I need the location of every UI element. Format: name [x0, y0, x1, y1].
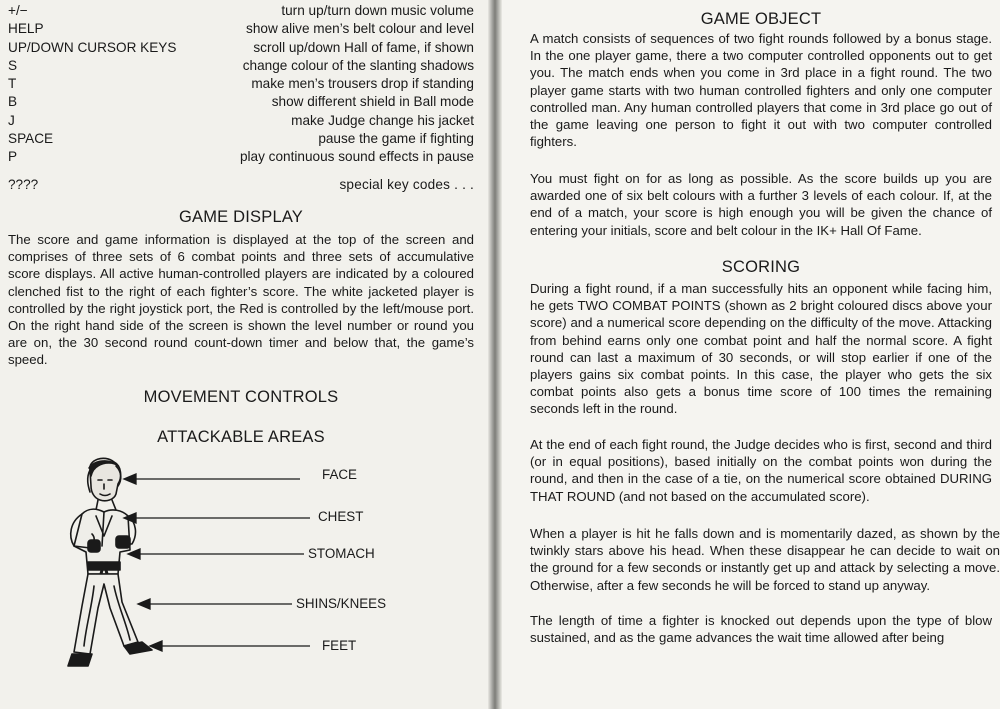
key-description: show alive men’s belt colour and level [246, 21, 474, 37]
area-label-face: FACE [322, 467, 357, 482]
key-description: make men’s trousers drop if standing [251, 76, 474, 92]
scoring-paragraph-4: The length of time a fighter is knocked out depends upon the type of blow sustained, and as the game advances the wait time allowed after being [530, 613, 992, 646]
key-description: play continuous sound effects in pause [239, 149, 474, 165]
game-display-heading: GAME DISPLAY [178, 208, 304, 226]
game-object-paragraph-1: A match consists of sequences of two fight rounds followed by a bonus stage. In the one player game, there a two computer controlled opponents out to get you. The match ends when you come in 3rd place in a fight round. The two player game starts with two human controlled fighters and only one computer controlled man. Any human controlled players that come in 3rd place go out of the game leaving one person to fight it out with two computer controlled fighters. [530, 31, 992, 150]
key-row [8, 39, 474, 57]
special-key-description: special key codes . . . [339, 177, 474, 192]
key-description: turn up/turn down music volume [281, 3, 474, 18]
key-name: HELP [8, 21, 44, 37]
key-name: B [8, 94, 18, 110]
area-label-shins-knees: SHINS/KNEES [296, 596, 387, 611]
scoring-paragraph-1: During a fight round, if a man successfully hits an opponent while facing him, he gets TWO COMBAT POINTS (shown as 2 bright coloured discs above your score) and a numerical score depending on the difficulty of the move. Attacking from behind earns only one combat point and half the normal score. A fight round can last a maximum of 30 seconds, or will stop earlier if one of the players gains six combat points. In this case, the player who gets the six combat points also gets a bonus time score of 100 times the remaining seconds left in the round. [530, 281, 992, 417]
key-description: change colour of the slanting shadows [242, 57, 474, 73]
key-name: S [8, 57, 18, 73]
game-object-paragraph-2: You must fight on for as long as possible. As the score builds up you are awarded one of six belt colours with a further 3 levels of each colour. If, at the end of a match, your score is high enough you will be given the chance of entering your initials, score and belt colour in the IK+ Hall Of Fame. [530, 171, 992, 238]
key-row [8, 2, 474, 20]
key-row [8, 112, 474, 130]
key-row [8, 148, 474, 166]
key-row [8, 57, 474, 75]
attackable-areas-heading: ATTACKABLE AREAS [157, 428, 325, 446]
key-name: T [8, 76, 17, 92]
area-label-stomach: STOMACH [308, 546, 375, 561]
key-name: J [8, 112, 15, 128]
attackable-areas-figure [60, 456, 390, 676]
special-key-name: ???? [8, 177, 39, 192]
key-name: P [8, 149, 18, 165]
key-description: show different shield in Ball mode [271, 94, 474, 110]
scoring-paragraph-2: At the end of each fight round, the Judge decides who is first, second and third (or in equal positions), based initially on the combat points won during the round, and then in the case of a tie, on the numerical score obtained DURING THAT ROUND (and not based on the accumulated score). [530, 437, 992, 504]
key-row [8, 75, 474, 93]
key-name: UP/DOWN CURSOR KEYS [8, 39, 177, 55]
movement-controls-heading: MOVEMENT CONTROLS [143, 388, 339, 406]
key-description: make Judge change his jacket [291, 112, 474, 128]
key-row [8, 93, 474, 111]
book-gutter [488, 0, 502, 709]
key-description: scroll up/down Hall of fame, if shown [253, 39, 474, 55]
key-row [8, 130, 474, 148]
area-label-feet: FEET [322, 638, 357, 653]
area-label-chest: CHEST [318, 509, 364, 524]
game-display-text: The score and game information is displayed at the top of the screen and comprises of three sets of 6 combat points and three sets of accumulative score displays. All active human-controlled players are indicated by a coloured clenched fist to the right of each fighter’s score. The white jacketed player is controlled by the right joystick port, the Red is controlled by the left/mouse port. On the right hand side of the screen is shown the level number or round you are on, the 30 second round count-down timer and below that, the game’s speed. [8, 232, 474, 368]
scoring-heading: SCORING [721, 258, 801, 276]
key-controls-list [8, 2, 474, 167]
key-row [8, 20, 474, 38]
game-object-heading: GAME OBJECT [700, 10, 822, 28]
special-key-row [8, 176, 474, 194]
key-name: SPACE [8, 131, 54, 147]
scoring-paragraph-3: When a player is hit he falls down and is momentarily dazed, as shown by the twinkly stars above his head. When these disappear he can decide to wait on the ground for a few seconds or instantly get up and attack by selecting a move. Otherwise, after a few seconds he will be forced to stand up anyway. [530, 526, 1000, 593]
key-description: pause the game if fighting [318, 131, 474, 147]
key-name: +/− [8, 3, 28, 18]
